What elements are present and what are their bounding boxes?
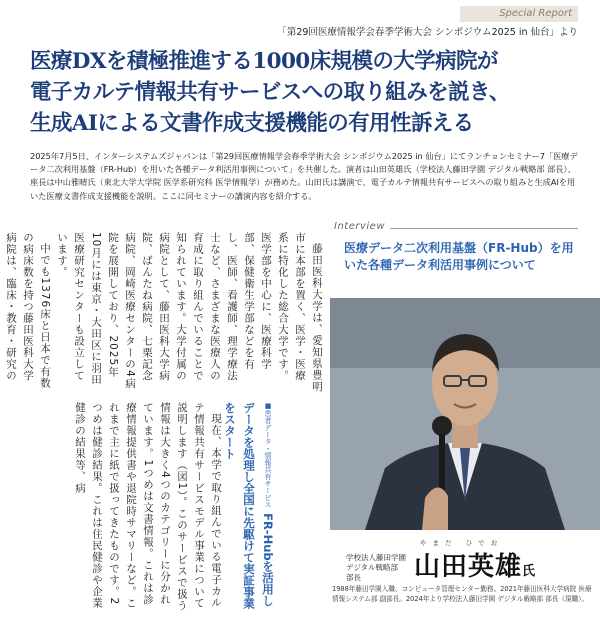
body-paragraph-1: 藤田医科大学は、愛知県豊明市に本部を置く、医学・医療系に特化した総合大学です。医学部を中心に、医療科学部、保健衛生学部などを有し、医師、看護師、理学療法士など、さまざまな医療人の育成に取り組んでいることで知られています。大学付属の病院として、藤田医科大学病院、ばんたね病院、七栗記念病院、岡崎医療センターの4病院を展開しており、2025年10月には東京・大田区に羽田医療研究センターも設立しています。 xyxy=(56,232,323,392)
special-report-tab: Special Report xyxy=(460,6,578,22)
speaker-honorific: 氏 xyxy=(522,564,536,579)
article-body-upper xyxy=(5,232,325,392)
photo-section-title: 医療データ二次利用基盤（FR-Hub）を用いた各種データ利活用事例について xyxy=(344,241,574,272)
headline-line-3: 生成AIによる文書作成支援機能の有用性訴える xyxy=(30,111,474,136)
subsection-text xyxy=(28,402,224,614)
speaker-portrait-illustration xyxy=(330,298,600,530)
speaker-bio: 1988年藤田学園入職、コンピュータ管理センター勤務。2021年藤田医科大学病院 医療情報システム部 副部長。2024年より学校法人藤田学園 デジタル戦略部 部長（現職）。 xyxy=(332,585,592,603)
speaker-affiliation xyxy=(346,553,406,583)
subsection-kicker: ■患者データ・情報共有サービス xyxy=(264,402,272,508)
speaker-name-ruby: やまだ ひでお xyxy=(420,539,504,547)
subsection-heading: FR-Hubを活用しデータを処理し全国に先駆けて実証事業をスタート xyxy=(223,402,275,609)
speaker-name xyxy=(414,546,535,583)
headline xyxy=(30,46,585,139)
speaker-affiliation-text: 学校法人藤田学園 デジタル戦略部 部長 xyxy=(346,553,406,582)
source-line: 「第29回医療情報学会春季学術大会 シンポジウム2025 in 仙台」より xyxy=(277,27,578,38)
lead-paragraph: 2025年7月5日、インターシステムズジャパンは「第29回医療情報学会春季学術大会 シンポジウム2025 in 仙台」にてランチョンセミナー7「医療データ二次利用基盤（FR-Hub）を用いた各種データ利活用事例について」を共催した。演者は山田英雄氏（学校法人藤田学園 デジタル戦略部 部長）、座長は中山雅晴氏（東北大学大学院 医学系研究科 医学情報学）が務めた。山田氏は講演で、電子カルテ情報共有サービスへの取り組みと生成AIを用いた医療文書作成支援機能を説明。ここに同セミナーの講演内容を紹介する。 xyxy=(30,151,578,201)
headline-line-1: 医療DXを積極推進する1000床規模の大学病院が xyxy=(30,49,498,74)
body-paragraph-2: 中でも1376床と日本で有数の病床数を持つ藤田医科大学病院は、臨床・教育・研究の xyxy=(5,232,51,389)
interview-label: Interview xyxy=(334,221,385,232)
interview-rule xyxy=(390,228,578,229)
subsection-heading-block xyxy=(223,402,278,614)
speaker-name-text: 山田英雄 xyxy=(414,552,523,582)
headline-line-2: 電子カルテ情報共有サービスへの取り組みを説き、 xyxy=(30,80,510,105)
subsection-paragraph: 現在、本学で取り組んでいる電子カルテ情報共有サービスモデル事業について説明します（図1）。このサービスで扱う情報は大きく4つのカテゴリーに分かれています。1つめは文書情報。これは診療情報提供書や退院時サマリーなど。これまで主に紙で扱ってきたものです。2つめは健診結果。これは住民健診や企業健診の結果等、病 xyxy=(74,402,222,612)
speaker-photo xyxy=(330,298,600,530)
